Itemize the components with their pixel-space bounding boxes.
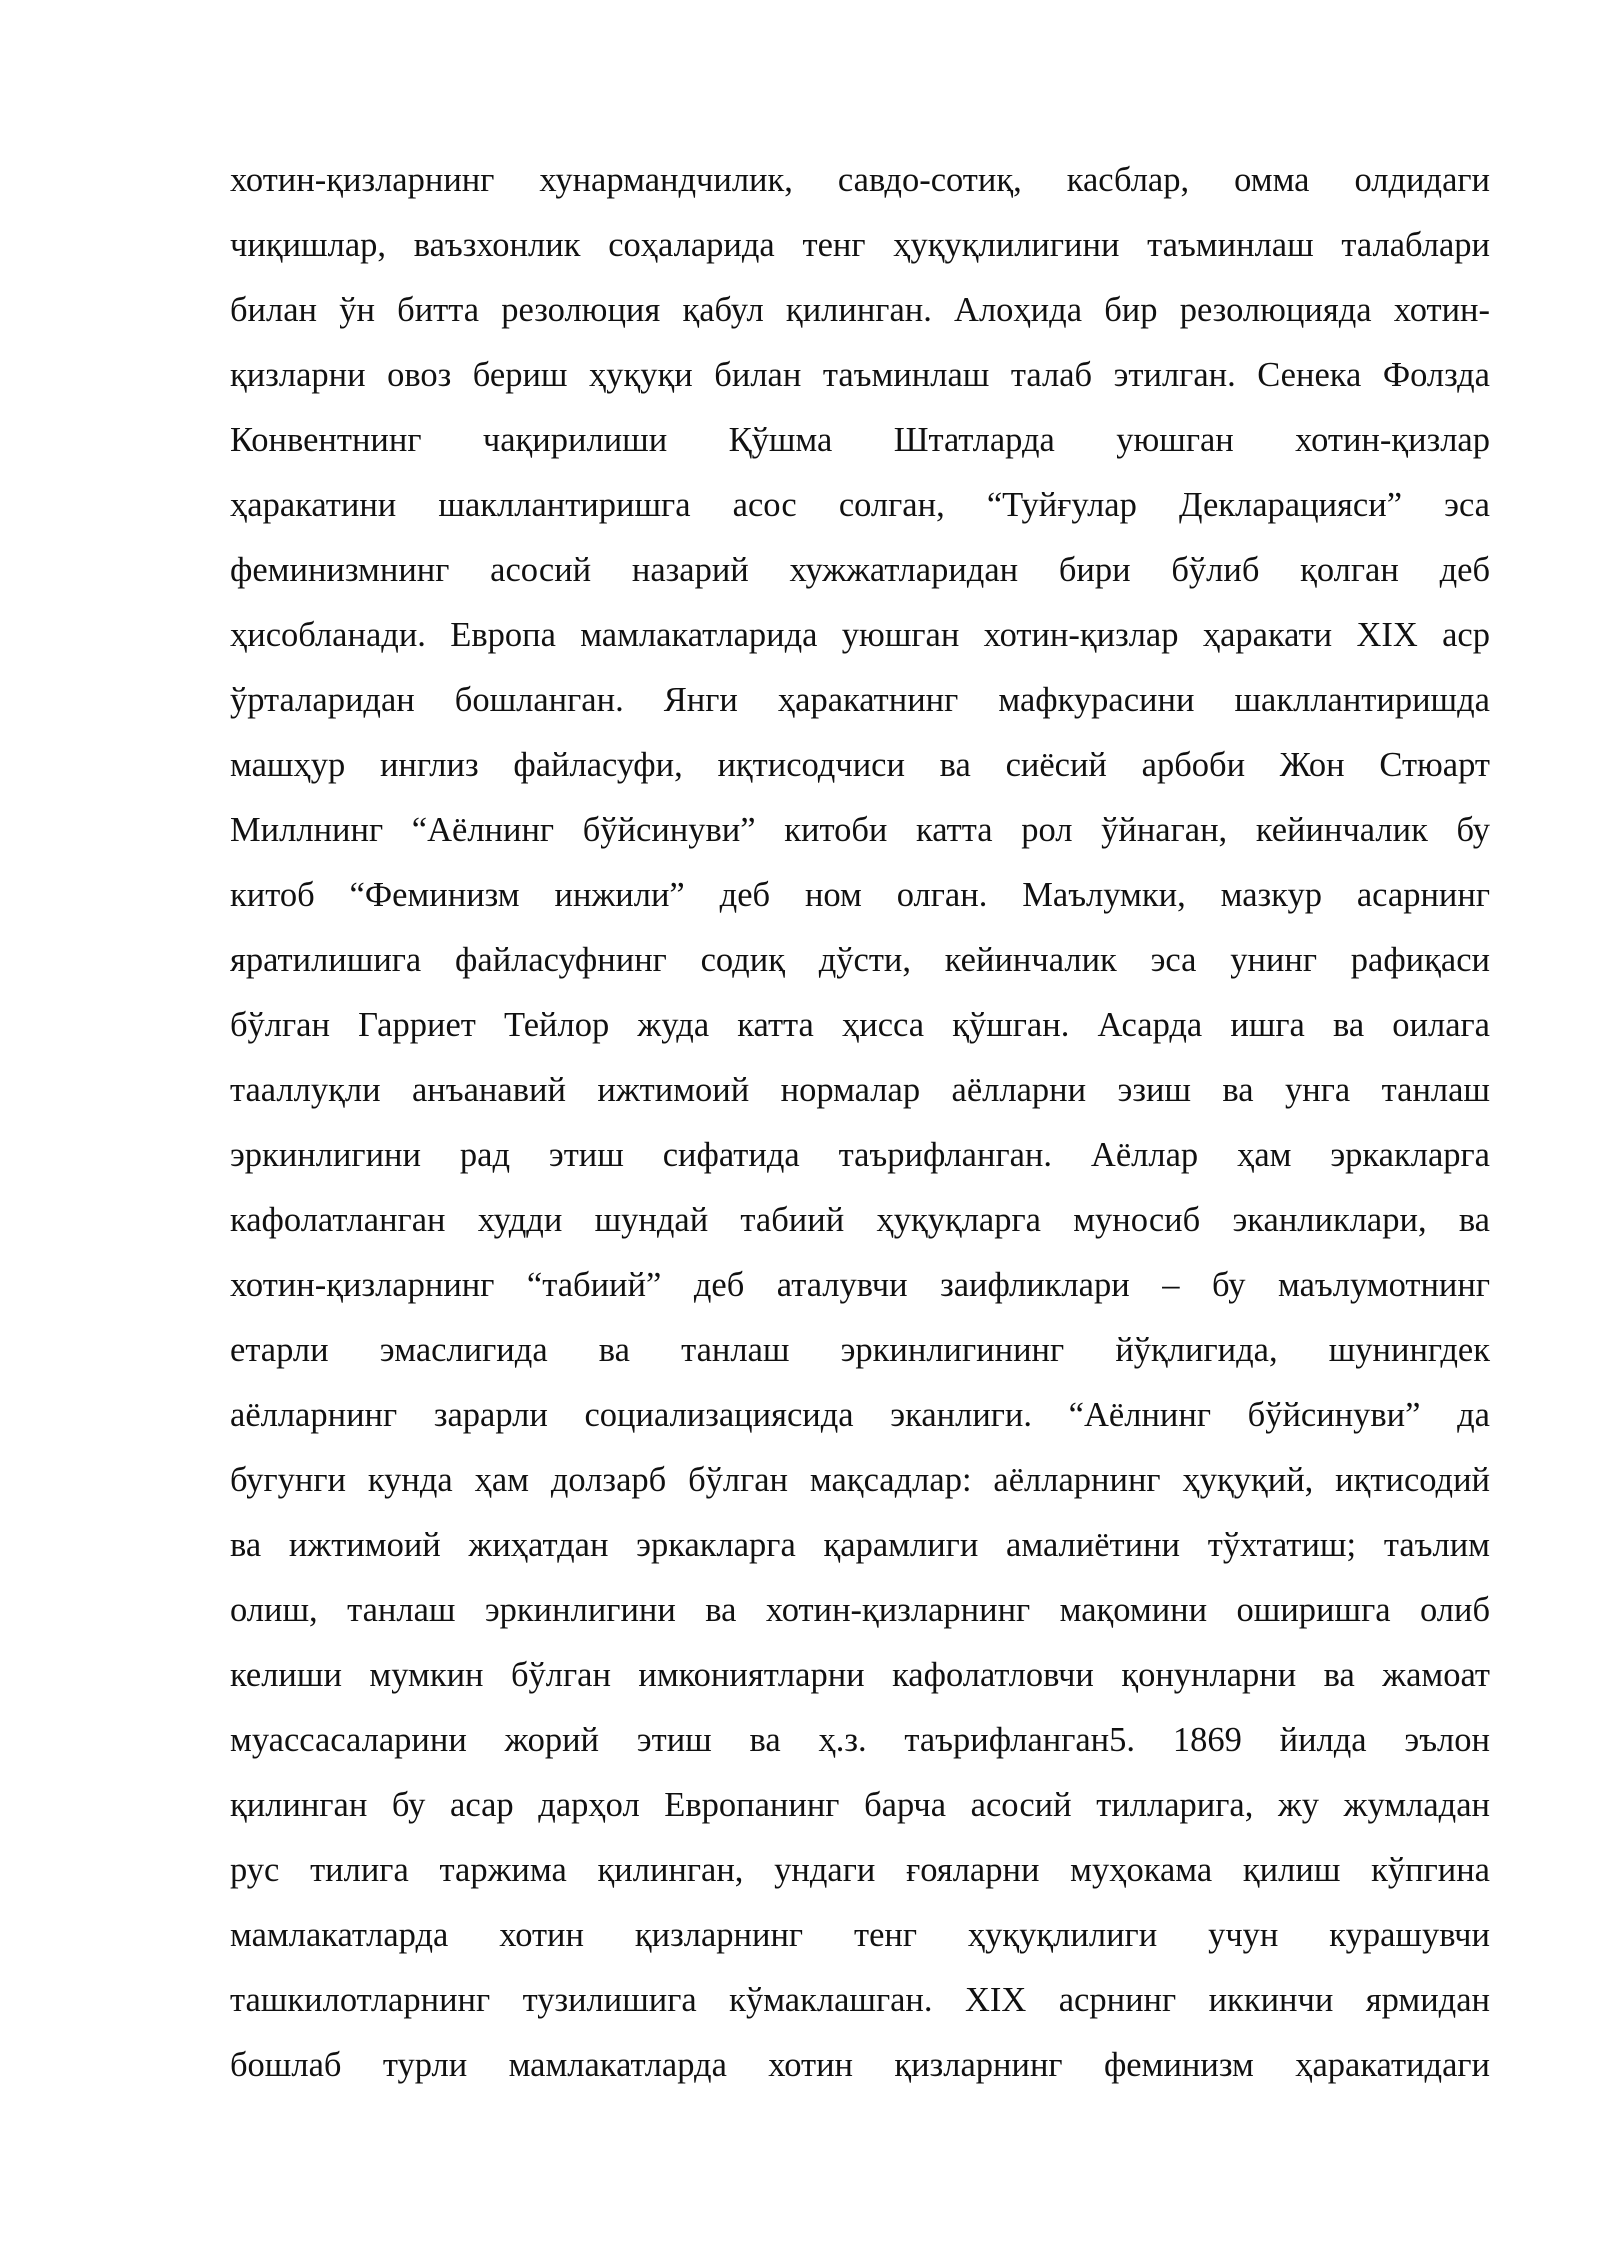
text-line: китоб “Феминизм инжили” деб ном олган. Маълумки, мазкур асарнинг [230, 876, 1490, 914]
text-line: ташкилотларнинг тузилишига кўмаклашган. XIX асрнинг иккинчи ярмидан [230, 1981, 1490, 2019]
text-line: ҳаракатини шакллантиришга асос солган, “Туйғулар Декларацияси” эса [230, 486, 1490, 524]
text-line: олиш, танлаш эркинлигини ва хотин-қизларнинг мақомини оширишга олиб [230, 1591, 1490, 1629]
text-line: келиши мумкин бўлган имкониятларни кафолатловчи қонунларни ва жамоат [230, 1656, 1490, 1694]
text-line: чиқишлар, ваъзхонлик соҳаларида тенг ҳуқуқлилигини таъминлаш талаблари [230, 226, 1490, 264]
text-line: тааллуқли анъанавий ижтимоий нормалар аёлларни эзиш ва унга танлаш [230, 1071, 1490, 1109]
text-line: ва ижтимоий жиҳатдан эркакларга қарамлиги амалиётини тўхтатиш; таълим [230, 1526, 1490, 1564]
text-line: рус тилига таржима қилинган, ундаги ғояларни муҳокама қилиш кўпгина [230, 1851, 1490, 1889]
text-line: эркинлигини рад этиш сифатида таърифланган. Аёллар ҳам эркакларга [230, 1136, 1490, 1174]
text-line: қизларни овоз бериш ҳуқуқи билан таъминлаш талаб этилган. Сенека Фолзда [230, 356, 1490, 394]
body-text [230, 148, 1490, 2098]
text-line: феминизмнинг асосий назарий хужжатларидан бири бўлиб қолган деб [230, 551, 1490, 589]
text-line: яратилишига файласуфнинг содиқ дўсти, кейинчалик эса унинг рафиқаси [230, 941, 1490, 979]
text-line: машҳур инглиз файласуфи, иқтисодчиси ва сиёсий арбоби Жон Стюарт [230, 746, 1490, 784]
text-line: бугунги кунда ҳам долзарб бўлган мақсадлар: аёлларнинг ҳуқуқий, иқтисодий [230, 1461, 1490, 1499]
text-line: бошлаб турли мамлакатларда хотин қизларнинг феминизм ҳаракатидаги [230, 2046, 1490, 2084]
text-line: Миллнинг “Аёлнинг бўйсинуви” китоби катта рол ўйнаган, кейинчалик бу [230, 811, 1490, 849]
text-line: кафолатланган худди шундай табиий ҳуқуқларга муносиб эканликлари, ва [230, 1201, 1490, 1239]
text-line: хотин-қизларнинг хунармандчилик, савдо-сотиқ, касблар, омма олдидаги [230, 161, 1490, 199]
text-line: хотин-қизларнинг “табиий” деб аталувчи заифликлари – бу маълумотнинг [230, 1266, 1490, 1304]
text-line: билан ўн битта резолюция қабул қилинган. Алоҳида бир резолюцияда хотин- [230, 291, 1490, 329]
text-line: бўлган Гарриет Тейлор жуда катта ҳисса қўшган. Асарда ишга ва оилага [230, 1006, 1490, 1044]
text-line: муассасаларини жорий этиш ва ҳ.з. таърифланган5. 1869 йилда эълон [230, 1721, 1490, 1759]
text-line: қилинган бу асар дарҳол Европанинг барча асосий тилларига, жу жумладан [230, 1786, 1490, 1824]
text-line: мамлакатларда хотин қизларнинг тенг ҳуқуқлилиги учун курашувчи [230, 1916, 1490, 1954]
text-line: аёлларнинг зарарли социализациясида эканлиги. “Аёлнинг бўйсинуви” да [230, 1396, 1490, 1434]
text-line: Конвентнинг чақирилиши Қўшма Штатларда уюшган хотин-қизлар [230, 421, 1490, 459]
text-line: ўрталаридан бошланган. Янги ҳаракатнинг мафкурасини шакллантиришда [230, 681, 1490, 719]
text-line: етарли эмаслигида ва танлаш эркинлигининг йўқлигида, шунингдек [230, 1331, 1490, 1369]
text-line: ҳисобланади. Европа мамлакатларида уюшган хотин-қизлар ҳаракати XIX аср [230, 616, 1490, 654]
